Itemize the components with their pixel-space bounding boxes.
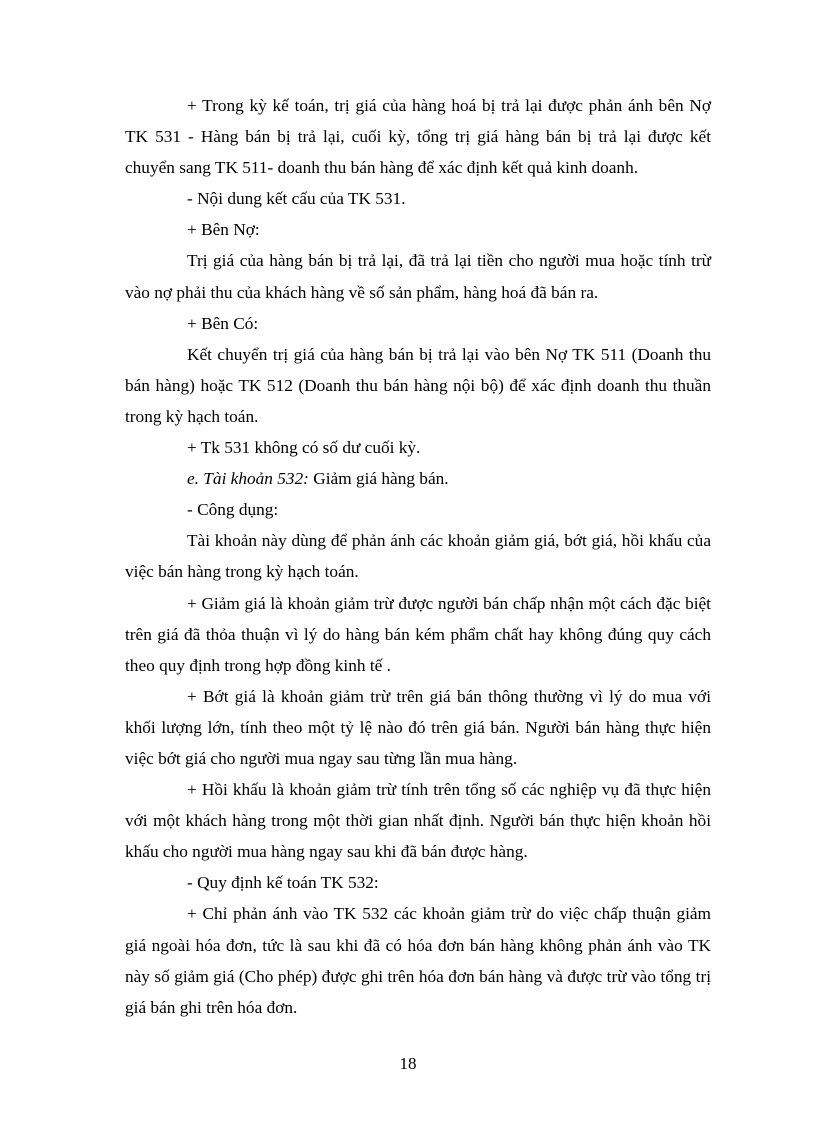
paragraph-tk532-rules-heading: - Quy định kế toán TK 532: — [187, 873, 379, 893]
paragraph-tk532-heading — [125, 463, 711, 494]
section-title-tk532: Giảm giá hàng bán. — [308, 469, 449, 489]
paragraph-purpose-heading: - Công dụng: — [187, 500, 279, 520]
paragraph-tk532-rules-content: + Chỉ phản ánh vào TK 532 các khoản giảm trừ do việc chấp thuận giảm giá ngoài hóa đơn, tức là sau khi đã có hóa đơn bán hàng không phản ánh vào TK này số giảm giá (Cho phép) được ghi trên hóa đơn bán hàng và được trừ vào tổng trị giá bán ghi trên hóa đơn. — [125, 904, 711, 1017]
paragraph-price-reduction-definition: + Bớt giá là khoản giảm trừ trên giá bán thông thường vì lý do mua với khối lượng lớn, tính theo một tỷ lệ nào đó trên giá bán. Người bán hàng thực hiện việc bớt giá cho người mua ngay sau từng lần mua hàng. — [125, 686, 711, 768]
section-label-tk532: e. Tài khoản 532: — [187, 469, 309, 489]
paragraph-tk531-no-balance: + Tk 531 không có số dư cuối kỳ. — [187, 438, 421, 458]
paragraph-discount-definition: + Giảm giá là khoản giảm trừ được người bán chấp nhận một cách đặc biệt trên giá đã thỏa thuận vì lý do hàng bán kém phẩm chất hay không đúng quy cách theo quy định trong hợp đồng kinh tế . — [125, 593, 711, 675]
paragraph-credit-side-heading: + Bên Có: — [187, 313, 259, 333]
paragraph-credit-side-content: Kết chuyển trị giá của hàng bán bị trả lại vào bên Nợ TK 511 (Doanh thu bán hàng) hoặc TK 512 (Doanh thu bán hàng nội bộ) để xác định doanh thu thuần trong kỳ hạch toán. — [125, 344, 711, 426]
page-body — [125, 90, 711, 1023]
paragraph-returned-goods-value: + Trong kỳ kế toán, trị giá của hàng hoá bị trả lại được phản ánh bên Nợ TK 531 - Hàng bán bị trả lại, cuối kỳ, tổng trị giá hàng bán bị trả lại được kết chuyển sang TK 511- doanh thu bán hàng để xác định kết quả kinh doanh. — [125, 96, 711, 178]
paragraph-debit-side-content: Trị giá của hàng bán bị trả lại, đã trả lại tiền cho người mua hoặc tính trừ vào nợ phải thu của khách hàng về số sản phẩm, hàng hoá đã bán ra. — [125, 251, 711, 302]
paragraph-purpose-content: Tài khoản này dùng để phản ánh các khoản giảm giá, bớt giá, hồi khấu của việc bán hàng trong kỳ hạch toán. — [125, 531, 711, 582]
paragraph-tk531-structure: - Nội dung kết cấu của TK 531. — [187, 189, 406, 209]
page-number: 18 — [399, 1054, 417, 1073]
paragraph-rebate-definition: + Hồi khấu là khoản giảm trừ tính trên tổng số các nghiệp vụ đã thực hiện với một khách hàng trong một thời gian nhất định. Người bán thực hiện khoản hồi khấu cho người mua hàng ngay sau khi đã bán được hàng. — [125, 780, 711, 862]
paragraph-debit-side-heading: + Bên Nợ: — [187, 220, 260, 240]
